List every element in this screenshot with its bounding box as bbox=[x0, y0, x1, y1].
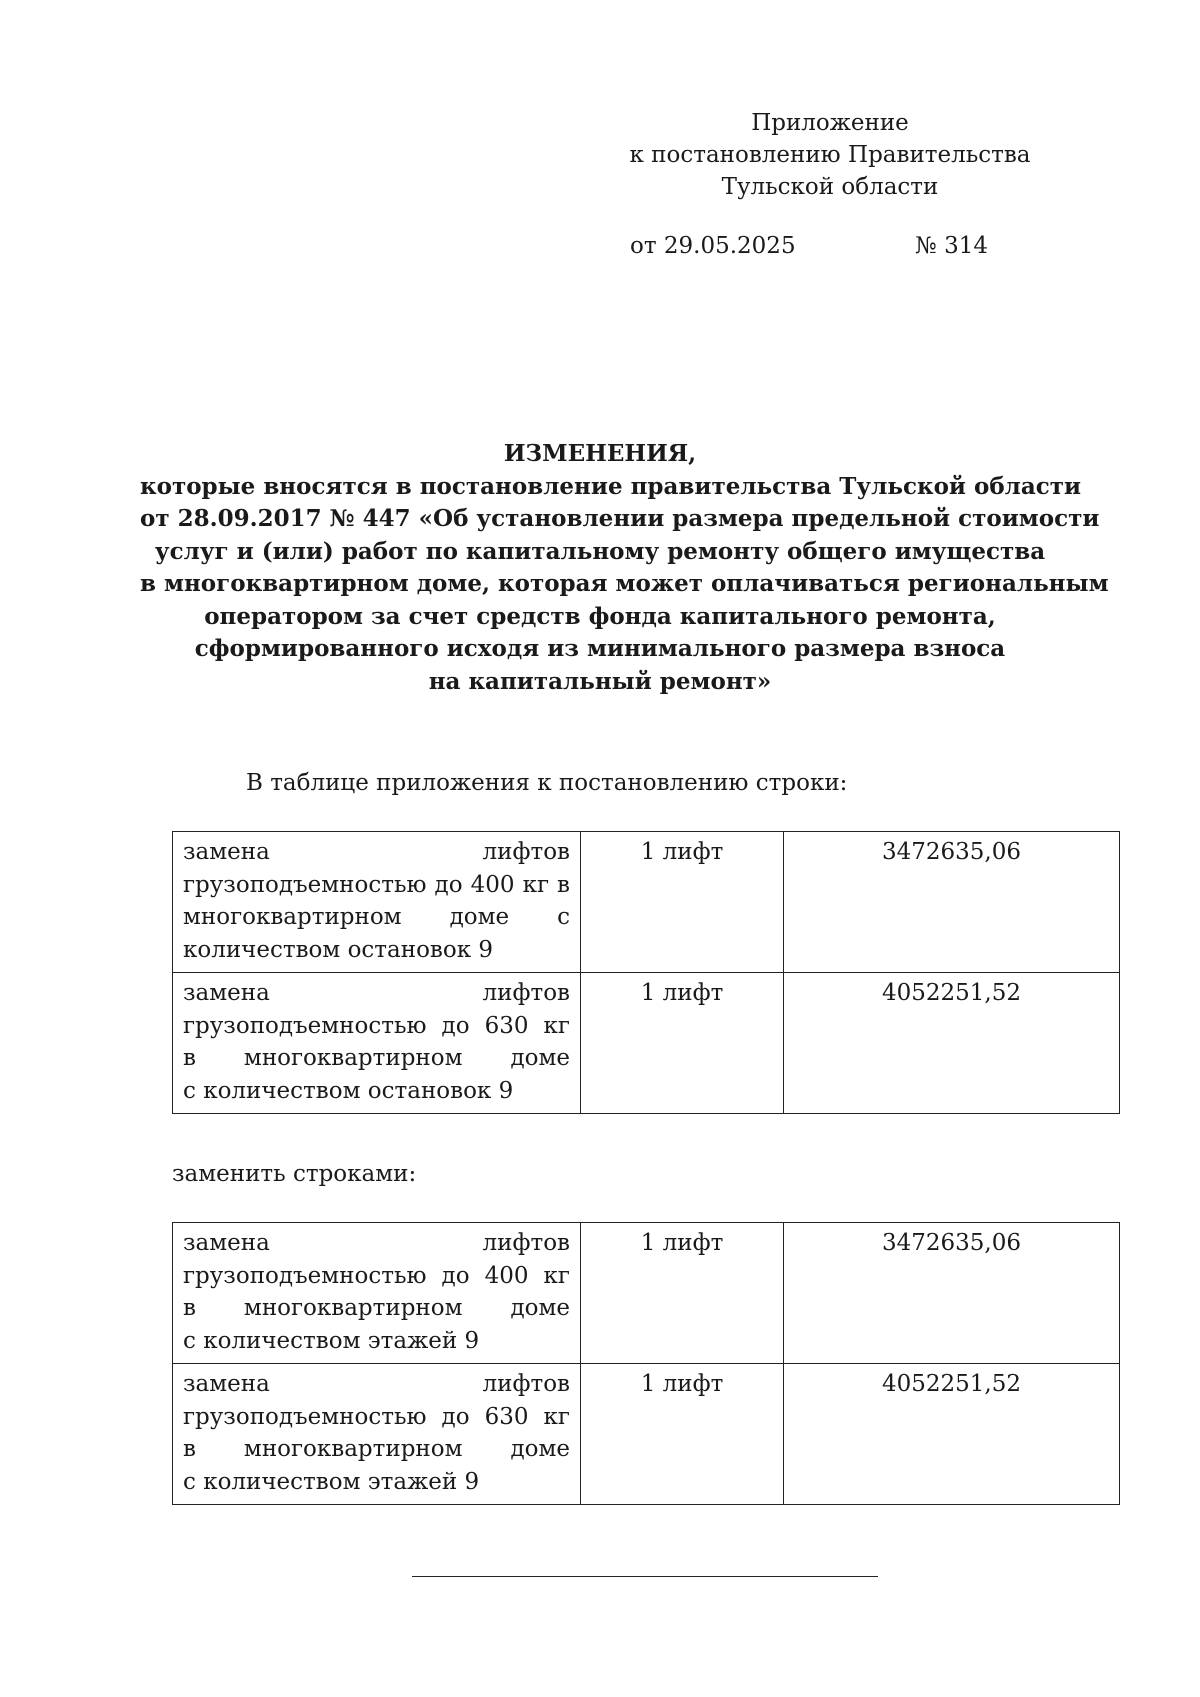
desc-line: замена лифтов bbox=[183, 1230, 570, 1256]
appendix-line-2: к постановлению Правительства bbox=[629, 142, 1031, 168]
work-description-cell bbox=[173, 973, 581, 1114]
heading-line: услуг и (или) работ по капитальному ремонту общего имущества bbox=[154, 537, 1046, 565]
desc-line: с количеством остановок 9 bbox=[183, 1077, 514, 1104]
work-description-cell bbox=[173, 1364, 581, 1505]
work-description-cell bbox=[173, 832, 581, 973]
table-row bbox=[173, 832, 1120, 973]
document-heading bbox=[140, 438, 1109, 698]
heading-line: оператором за счет средств фонда капитального ремонта, bbox=[204, 602, 996, 630]
old-rows-table bbox=[172, 831, 1120, 1114]
resolution-number: № 314 bbox=[915, 233, 988, 259]
heading-line: ИЗМЕНЕНИЯ, bbox=[503, 440, 697, 467]
resolution-date: от 29.05.2025 bbox=[630, 233, 796, 259]
desc-line: количеством остановок 9 bbox=[183, 936, 494, 963]
appendix-title: Приложение bbox=[751, 110, 909, 136]
appendix-line-3: Тульской области bbox=[721, 174, 939, 200]
table-row bbox=[173, 1223, 1120, 1364]
appendix-header bbox=[600, 107, 1060, 203]
desc-line: с количеством этажей 9 bbox=[183, 1327, 480, 1354]
price-cell: 3472635,06 bbox=[784, 1223, 1120, 1364]
desc-line: в многоквартирном доме bbox=[183, 1436, 570, 1462]
price-cell: 4052251,52 bbox=[784, 1364, 1120, 1505]
heading-line: от 28.09.2017 № 447 «Об установлении размера предельной стоимости bbox=[140, 505, 1100, 532]
desc-line: замена лифтов bbox=[183, 980, 570, 1006]
unit-cell: 1 лифт bbox=[581, 832, 784, 973]
intro-paragraph: В таблице приложения к постановлению строки: bbox=[246, 770, 848, 796]
heading-line: сформированного исходя из минимального размера взноса bbox=[194, 635, 1006, 662]
desc-line: замена лифтов bbox=[183, 1371, 570, 1397]
desc-line: многоквартирном доме с bbox=[183, 904, 570, 930]
desc-line: грузоподъемностью до 630 кг bbox=[183, 1012, 570, 1039]
desc-line: в многоквартирном доме bbox=[183, 1295, 570, 1321]
desc-line: грузоподъемностью до 630 кг bbox=[183, 1403, 570, 1430]
new-rows-table bbox=[172, 1222, 1120, 1505]
table-row bbox=[173, 1364, 1120, 1505]
desc-line: с количеством этажей 9 bbox=[183, 1468, 480, 1495]
unit-cell: 1 лифт bbox=[581, 973, 784, 1114]
price-cell: 4052251,52 bbox=[784, 973, 1120, 1114]
replace-label: заменить строками: bbox=[172, 1161, 417, 1187]
heading-line: которые вносятся в постановление правительства Тульской области bbox=[140, 472, 1082, 500]
desc-line: грузоподъемностью до 400 кг в bbox=[183, 871, 570, 898]
heading-line: на капитальный ремонт» bbox=[428, 667, 772, 695]
heading-line: в многоквартирном доме, которая может оплачиваться региональным bbox=[140, 570, 1109, 597]
price-cell: 3472635,06 bbox=[784, 832, 1120, 973]
unit-cell: 1 лифт bbox=[581, 1364, 784, 1505]
table-row bbox=[173, 973, 1120, 1114]
closing-divider bbox=[412, 1576, 878, 1577]
desc-line: грузоподъемностью до 400 кг bbox=[183, 1262, 570, 1289]
unit-cell: 1 лифт bbox=[581, 1223, 784, 1364]
desc-line: замена лифтов bbox=[183, 839, 570, 865]
desc-line: в многоквартирном доме bbox=[183, 1045, 570, 1071]
work-description-cell bbox=[173, 1223, 581, 1364]
